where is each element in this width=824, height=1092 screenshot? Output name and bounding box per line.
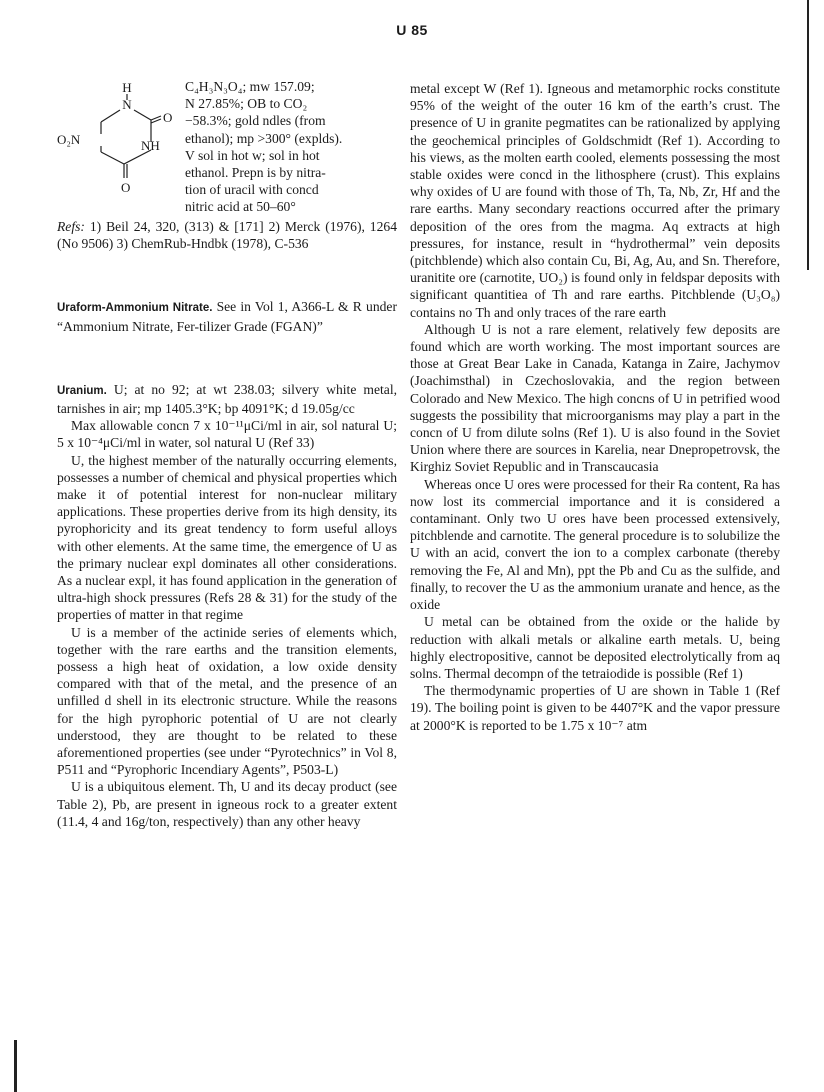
structure-atom-nh: NH (141, 138, 160, 153)
structure-atom-n: N (122, 97, 132, 112)
property-line: C₄H₃N₃O₄; mw 157.09; (185, 79, 315, 94)
structure-atom-o-right: O (163, 110, 173, 125)
uranium-intro-text: U; at no 92; at wt 238.03; silvery white metal, tarnishes in air; mp 1405.3°K; bp 4091°K; d 19.05g/cc (57, 381, 397, 417)
paragraph: U metal can be obtained from the oxide or the halide by reduction with alkali metals or alkaline earth metals. U, being highly electropositive, cannot be deposited electrolytically from aq solns. Thermal decompn of the tetraiodide is possible (Ref 1) (410, 614, 780, 681)
structure-atom-h: H (122, 80, 132, 95)
paragraph: U is a ubiquitous element. Th, U and its decay product (see Table 2), Pb, are present in igneous rock to a greater extent (11.4, 4 and 16g/ton, respectively) than any other heavy (57, 779, 397, 829)
right-column (410, 80, 780, 734)
refs-label: Refs: (57, 219, 85, 234)
refs-text: 1) Beil 24, 320, (313) & [171] 2) Merck (1976), 1264 (No 9506) 3) ChemRub-Hndbk (1978), C-536 (57, 219, 397, 252)
compound-references (57, 218, 397, 252)
paragraph: U, the highest member of the naturally occurring elements, possesses a number of chemical and physical properties which make it of potential interest for non-nuclear military applications. These properties derive from its high density, its pyrophoricity and its great tendency to form useful alloys with other elements. At the same time, the emergence of U as the primary nuclear expl dominates all other considerations. As a nuclear expl, it has found application in the generation of ultra-high shock pressures (Refs 28 & 31) for the study of the properties of matter in that regime (57, 452, 397, 623)
structure-nitro-group: O₂N (57, 132, 81, 147)
scan-edge-mark (14, 1040, 17, 1092)
uraform-text: See in Vol 1, A366-L & R under “Ammonium Nitrate, Fer-tilizer Grade (FGAN)” (57, 299, 397, 334)
page-header: U 85 (396, 22, 428, 38)
scan-edge-line (807, 0, 809, 270)
uranium-intro (57, 381, 397, 417)
paragraph: metal except W (Ref 1). Igneous and metamorphic rocks constitute 95% of the weight of the outer 16 km of the earth’s crust. The presence of U in granite pegmatites can be rationalized by applying the geochemical principles of Goldschmidt (Ref 1). According to his views, as the molten earth cooled, elements possessing the most stable oxides were concd in the lithosphere (crust). This explains why oxides of U are found with those of Th, Ta, Nb, Zr, Hf and the rare earths. Many secondary reactions occurred after the primary deposition of the ores from the magma. Aq extracts at high pressures, for instance, result in “hydrothermal” vein deposits (pitchblende) which also contain Cu, Bi, Ag, Au, and Sn. Therefore, uranitite ore (carnotite, UO₂) is found only in feldspar deposits with significant quantitiea of Th and rare earths. Pitchblende (U₃O₈) contains no Th and only traces of the rare earth (410, 81, 780, 320)
paragraph: The thermodynamic properties of U are shown in Table 1 (Ref 19). The boiling point is given to be 4407°K and the vapor pressure at 2000°K is reported to be 1.75 x 10⁻⁷ atm (410, 683, 780, 733)
property-line: −58.3%; gold ndles (from (185, 113, 326, 129)
property-line: tion of uracil with concd (185, 182, 319, 198)
paragraph: Max allowable concn 7 x 10⁻¹¹μCi/ml in air, sol natural U; 5 x 10⁻⁴μCi/ml in water, sol natural U (Ref 33) (57, 418, 397, 451)
paragraph: U is a member of the actinide series of elements which, together with the rare earths and the transition elements, possess a high heat of oxidation, a low oxide density compared with that of the metal, and the presence of an unfilled d shell in its electronic structure. While the reasons for the high pyrophoric potential of U are not clearly understood, they are thought to be related to these aforementioned properties (see under “Pyrotechnics” in Vol 8, P511 and “Pyrophoric Incendiary Agents”, P503-L) (57, 624, 397, 778)
paragraph: Although U is not a rare element, relatively few deposits are found which are worth working. The most important sources are those at Great Bear Lake in Canada, Katanga in Zaire, Jachymov (Joachimsthal) in Czechoslovakia, and the region between Colorado and New Mexico. The high concns of U in petrified wood suggests the possibility that microorganisms may play a part in the concn of U from dilute solns (Ref 1). U is also found in the Soviet Union where there are sources in Karelia, near Dnepropetrovsk, the Kirghiz Soviet Republic and in Transcaucasia (410, 321, 780, 475)
uracil-entry (57, 78, 397, 218)
property-line: V sol in hot w; sol in hot (185, 147, 320, 163)
property-line: ethanol); mp >300° (explds). (185, 130, 343, 146)
uranium-heading: Uranium. (57, 384, 107, 397)
property-line: N 27.85%; OB to CO₂ (185, 96, 308, 112)
structure-atom-o-bottom: O (121, 180, 131, 195)
compound-properties (185, 78, 395, 216)
uraform-heading: Uraform-Ammonium Nitrate. (57, 302, 213, 315)
property-line: ethanol. Prepn is by nitra- (185, 165, 326, 181)
property-line: nitric acid at 50–60° (185, 199, 296, 215)
left-column (57, 78, 397, 830)
chemical-structure (57, 80, 175, 200)
paragraph: Whereas once U ores were processed for their Ra content, Ra has now lost its commercial importance and it is considered a contaminant. Only two U ores have been processed extensively, pitchblende and carnotite. The general procedure is to solubilize the U with an acid, convert the ion to a complex carbonate (thereby removing the Fe, Al and Mn), ppt the Pb and Cu as the sulfide, and finally, to recover the U as the ammonium uranate and hence, as the oxide (410, 476, 780, 613)
uraform-entry (57, 298, 397, 334)
